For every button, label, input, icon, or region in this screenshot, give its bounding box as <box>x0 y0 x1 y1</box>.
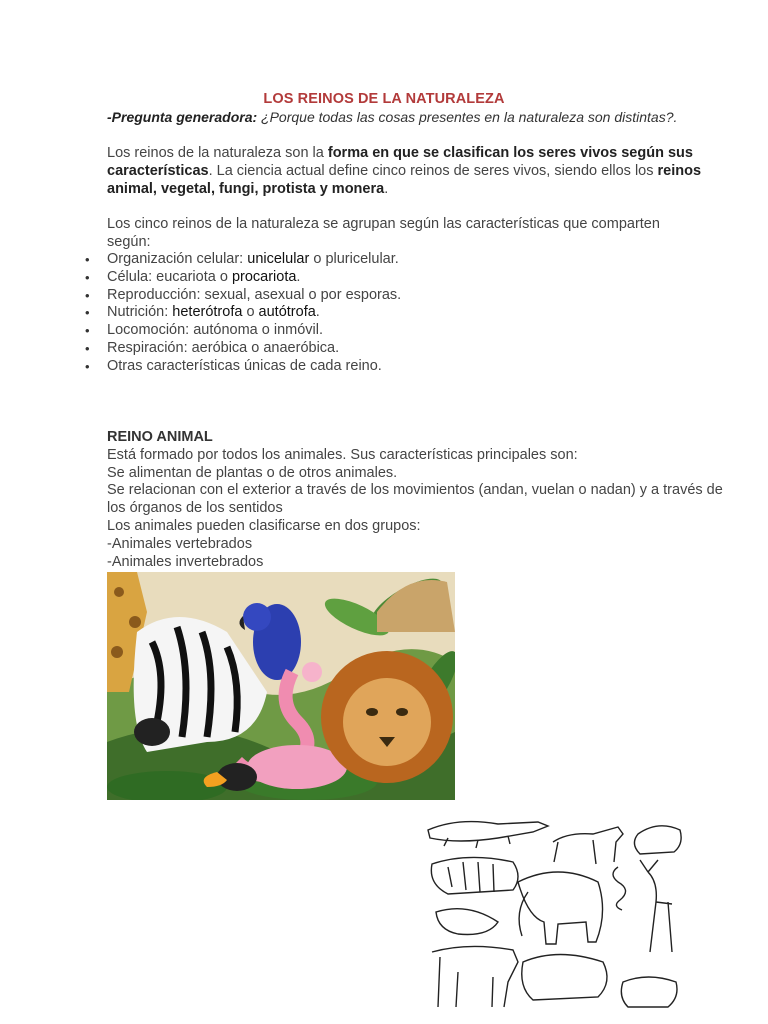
intro-text-2: . La ciencia actual define cinco reinos de seres vivos, siendo ellos los <box>208 163 658 179</box>
section-line: -Animales vertebrados <box>107 535 253 552</box>
intro-bold-2: reinos animal, vegetal, fungi, protista y monera <box>107 163 702 197</box>
intro-text-1: Los reinos de la naturaleza son la <box>107 145 328 161</box>
section-line: Se relacionan con el exterior a través de los movimientos (andan, vuelan o nadan) y a través de los órganos de los sentidos <box>107 482 723 517</box>
trait-text: Nutrición: <box>107 304 173 321</box>
trait-link[interactable]: procariota <box>231 268 297 285</box>
animals-jungle-image <box>107 572 455 800</box>
section-line: Los animales pueden clasificarse en dos grupos: <box>107 517 421 534</box>
section-heading: REINO ANIMAL <box>107 429 213 445</box>
list-item: • Reproducción: sexual, asexual o por esporas. <box>107 287 401 305</box>
intro-text-3: . <box>384 181 389 197</box>
question-text: ¿Porque todas las cosas presentes en la naturaleza son distintas?. <box>257 109 678 125</box>
section-line: Se alimentan de plantas o de otros animales. <box>107 464 398 481</box>
trait-text: o <box>242 304 259 321</box>
list-item <box>107 269 401 287</box>
section-line: Está formado por todos los animales. Sus características principales son: <box>107 446 578 463</box>
question-lead: -Pregunta generadora: <box>107 109 258 125</box>
animal-outlines-illustration <box>418 812 688 1017</box>
list-item: • Locomoción: autónoma o inmóvil. <box>107 322 401 340</box>
trait-link[interactable]: unicelular <box>247 251 310 267</box>
list-item <box>107 304 401 322</box>
animal-kingdom-section <box>107 429 727 571</box>
list-item: • Respiración: aeróbica o anaeróbica. <box>107 340 401 358</box>
trait-text: . <box>296 268 301 285</box>
trait-link[interactable]: autótrofa <box>258 304 316 321</box>
document-title: LOS REINOS DE LA NATURALEZA <box>263 91 505 107</box>
traits-list <box>107 251 401 376</box>
jungle-illustration <box>107 572 455 800</box>
list-item: • Otras características únicas de cada reino. <box>107 358 401 376</box>
guiding-question <box>107 109 677 125</box>
section-line: -Animales invertebrados <box>107 553 264 570</box>
intro-bold-1: forma en que se clasifican los seres vivos según sus características <box>107 145 693 179</box>
animal-outlines-image <box>418 812 688 1017</box>
trait-text: o pluricelular. <box>309 251 399 267</box>
trait-link[interactable]: heterótrofa <box>172 304 243 321</box>
grouping-paragraph: Los cinco reinos de la naturaleza se agrupan según las características que comparten según: <box>107 216 660 250</box>
intro-paragraph <box>107 144 727 198</box>
trait-text: . <box>315 304 320 321</box>
trait-text: Célula: eucariota o <box>107 268 232 285</box>
list-item <box>107 251 401 269</box>
trait-text: Organización celular: <box>107 251 248 267</box>
